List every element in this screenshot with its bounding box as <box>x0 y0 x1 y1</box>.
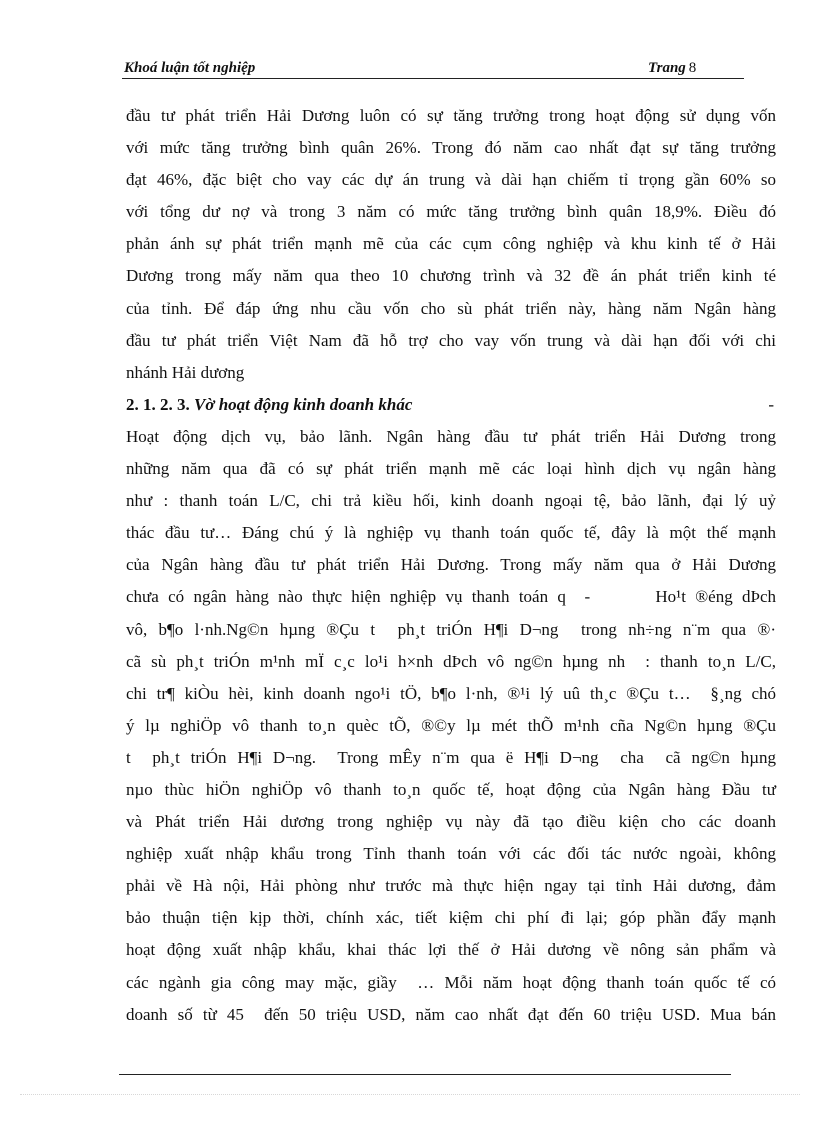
text-line: chi tr¶ kiÒu hèi, kinh doanh ngo¹i tÖ, b¶o l·nh, ®¹i lý uû th¸c ®Çu t… §¸ng chó <box>126 683 776 703</box>
text-line: Hoạt động dịch vụ, bảo lãnh. Ngân hàng đầu tư phát triển Hải Dương trong <box>126 426 776 446</box>
heading-dash: - <box>768 394 774 414</box>
text-line: nµo thùc hiÖn nghiÖp vô thanh to¸n quốc tế, hoạt động của Ngân hàng Đầu tư <box>126 779 776 799</box>
text-line: đạt 46%, đặc biệt cho vay các dự án trung và dài hạn chiếm tỉ trọng gần 60% so <box>126 170 776 190</box>
text-line: ý lµ nghiÖp vô thanh to¸n quèc tÕ, ®©y lµ mét thÕ m¹nh cña Ng©n hµng ®Çu <box>126 715 776 735</box>
text-line: nghiệp xuất nhập khẩu trong Tỉnh thanh toán với các đối tác nước ngoài, không <box>126 844 776 864</box>
text-line: như : thanh toán L/C, chi trả kiều hối, kinh doanh ngoại tệ, bảo lãnh, đại lý uỷ <box>126 491 776 511</box>
thesis-title: Khoá luận tốt nghiệp <box>124 60 256 76</box>
body-text <box>126 100 776 1031</box>
text-line: của Ngân hàng đầu tư phát triển Hải Dương. Trong mấy năm qua ở Hải Dương <box>126 555 776 575</box>
text-line: nhánh Hải dương <box>126 362 245 382</box>
text-line: những năm qua đã có sự phát triển mạnh mẽ các loại hình dịch vụ ngân hàng <box>126 459 776 479</box>
text-line: với mức tăng trưởng bình quân 26%. Trong đó năm cao nhất đạt sự tăng trưởng <box>126 138 776 158</box>
text-line: Dương trong mấy năm qua theo 10 chương trình và 32 đề án phát triển kinh té <box>126 266 776 286</box>
text-line: hoạt động xuất nhập khẩu, khai thác lợi thế ở Hải dương về nông sản phẩm và <box>126 940 776 960</box>
section-title: Vờ hoạt động kinh doanh khác <box>194 394 413 414</box>
page-indicator <box>648 60 696 77</box>
footer-rule <box>119 1074 731 1075</box>
page-label: Trang <box>648 60 686 76</box>
text-line: và Phát triển Hải dương trong nghiệp vụ này đã tạo điều kiện cho các doanh <box>126 812 776 832</box>
text-line: bảo thuận tiện kịp thời, chính xác, tiết kiệm chi phí đi lại; góp phần đẩy mạnh <box>126 908 776 928</box>
text-line: đầu tư phát triển Hải Dương luôn có sự tăng trưởng trong hoạt động sử dụng vốn <box>126 106 776 125</box>
page-header <box>122 58 744 79</box>
page-number: 8 <box>688 60 697 76</box>
text-line: chưa có ngân hàng nào thực hiện nghiệp vụ thanh toán q - Ho¹t ®éng dÞch <box>126 587 776 607</box>
text-line: với tổng dư nợ và trong 3 năm có mức tăng trưởng bình quân 18,9%. Điều đó <box>126 202 776 222</box>
page-edge-divider <box>20 1094 800 1095</box>
text-line: phản ánh sự phát triển mạnh mẽ của các cụm công nghiệp và khu kinh tế ở Hải <box>126 234 776 254</box>
text-line: vô, b¶o l·nh.Ng©n hµng ®Çu t ph¸t triÓn H¶i D¬ng trong nh÷ng n¨m qua ®· <box>126 619 776 639</box>
section-heading <box>126 389 776 421</box>
text-line: thác đầu tư… Đáng chú ý là nghiệp vụ thanh toán quốc tế, đây là một thế mạnh <box>126 523 776 543</box>
text-line: doanh số từ 45 đến 50 triệu USD, năm cao nhất đạt đến 60 triệu USD. Mua bán <box>126 1004 776 1024</box>
section-number: 2. 1. 2. 3. <box>126 394 190 414</box>
text-line: t ph¸t triÓn H¶i D¬ng. Trong mÊy n¨m qua ë H¶i D¬ng cha cã ng©n hµng <box>126 747 776 767</box>
text-line: phải về Hà nội, Hải phòng như trước mà thực hiện ngay tại tỉnh Hải dương, đảm <box>126 876 776 896</box>
text-line: các ngành gia công may mặc, giầy … Mỗi năm hoạt động thanh toán quốc tế có <box>126 972 776 992</box>
text-line: của tỉnh. Để đáp ứng nhu cầu vốn cho sù phát triển này, hàng năm Ngân hàng <box>126 298 776 318</box>
text-line: đầu tư phát triển Việt Nam đã hỗ trợ cho vay vốn trung và dài hạn đối với chi <box>126 330 776 350</box>
text-line: cã sù ph¸t triÓn m¹nh mÏ c¸c lo¹i h×nh dÞch vô ng©n hµng nh : thanh to¸n L/C, <box>126 651 776 671</box>
